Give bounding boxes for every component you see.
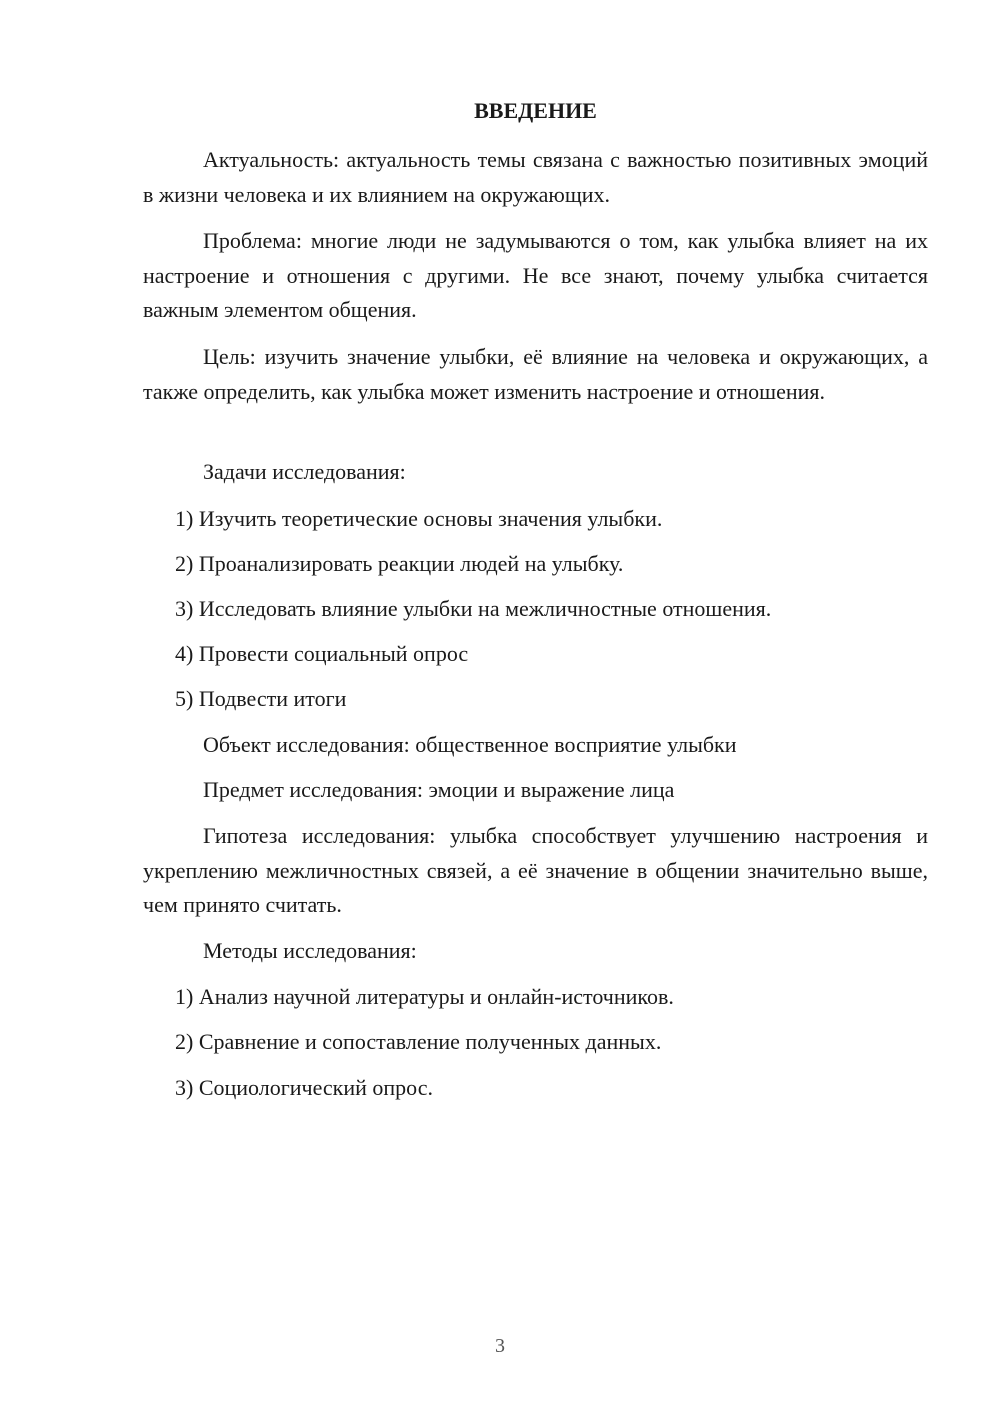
task-item-2: 2) Проанализировать реакции людей на улыбку.: [175, 551, 624, 576]
task-item-4: 4) Провести социальный опрос: [175, 641, 469, 666]
methods-heading: Методы исследования:: [203, 938, 417, 963]
subject-paragraph: Предмет исследования: эмоции и выражение лица: [203, 777, 675, 802]
tasks-heading: Задачи исследования:: [203, 459, 406, 484]
problem-paragraph: Проблема: многие люди не задумываются о том, как улыбка влияет на их настроение и отношения с другими. Не все знают, почему улыбка считается важным элементом общения.: [143, 228, 928, 322]
hypothesis-paragraph: Гипотеза исследования: улыбка способствует улучшению настроения и укреплению межличностных связей, а её значение в общении значительно выше, чем принято считать.: [143, 823, 928, 917]
goal-paragraph: Цель: изучить значение улыбки, её влияние на человека и окружающих, а также определить, как улыбка может изменить настроение и отношения.: [143, 344, 928, 404]
task-item-1: 1) Изучить теоретические основы значения улыбки.: [175, 506, 663, 531]
task-item-3: 3) Исследовать влияние улыбки на межличностные отношения.: [175, 596, 772, 621]
page-number: 3: [495, 1335, 505, 1357]
task-item-5: 5) Подвести итоги: [175, 686, 347, 711]
method-item-1: 1) Анализ научной литературы и онлайн-источников.: [175, 984, 674, 1009]
object-paragraph: Объект исследования: общественное восприятие улыбки: [203, 732, 737, 757]
method-item-3: 3) Социологический опрос.: [175, 1075, 433, 1100]
page-title: ВВЕДЕНИЕ: [474, 98, 597, 123]
method-item-2: 2) Сравнение и сопоставление полученных данных.: [175, 1029, 662, 1054]
relevance-paragraph: Актуальность: актуальность темы связана с важностью позитивных эмоций в жизни человека и их влиянием на окружающих.: [143, 147, 928, 207]
